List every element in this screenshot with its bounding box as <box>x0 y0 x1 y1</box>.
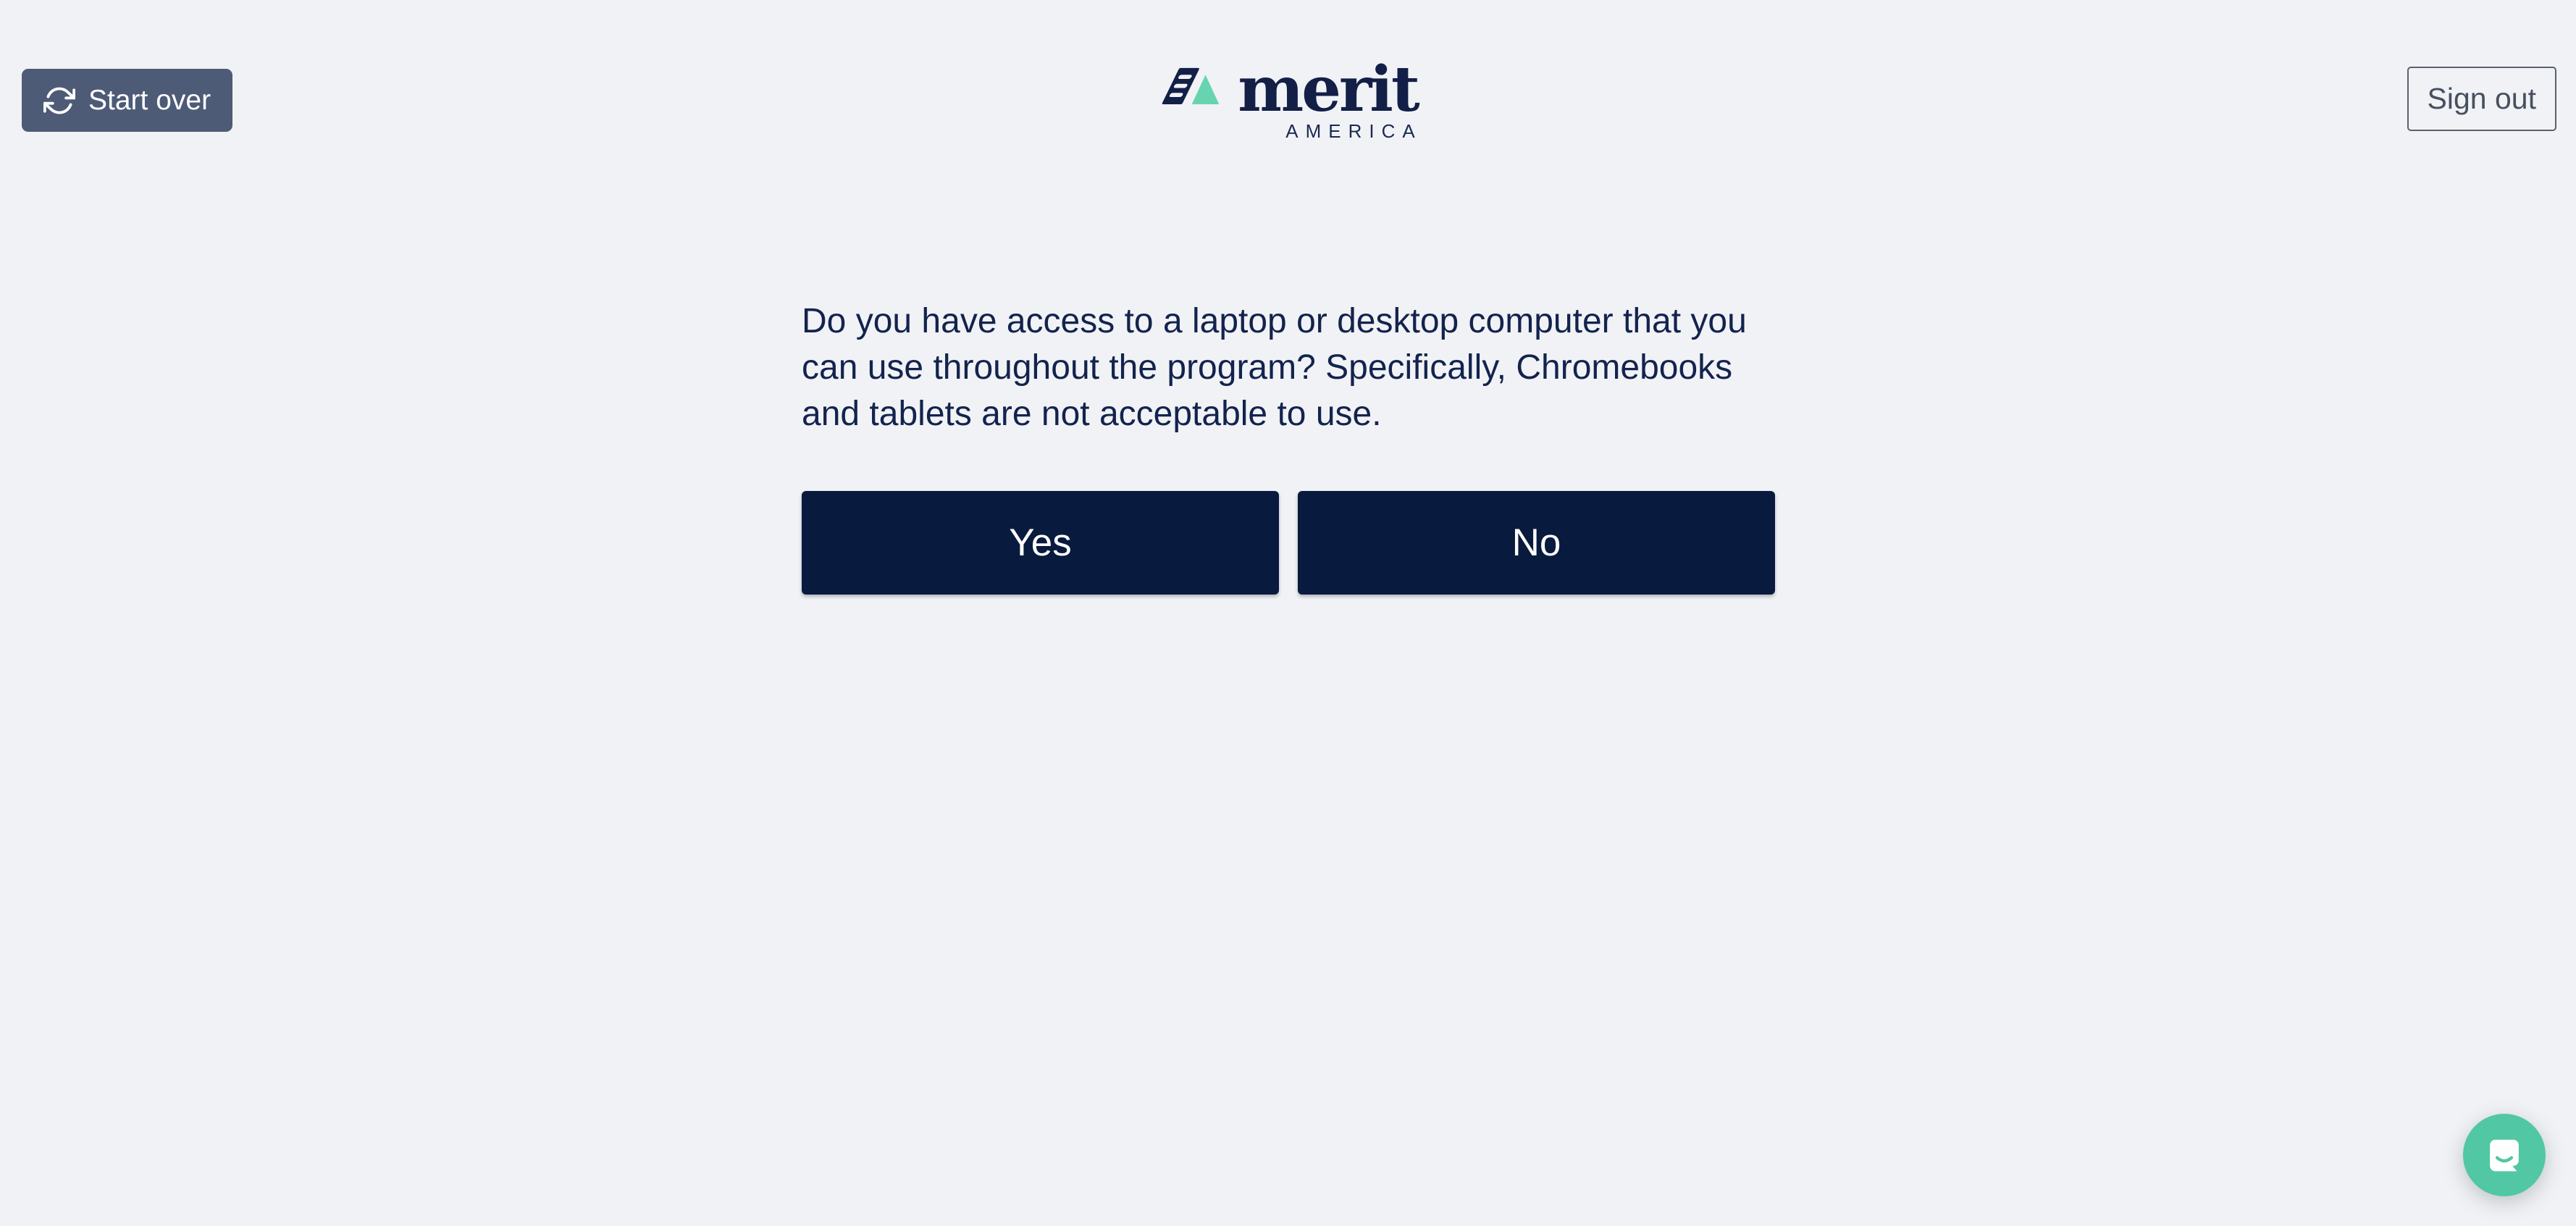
chat-launcher-button[interactable] <box>2463 1114 2546 1196</box>
yes-button[interactable]: Yes <box>802 491 1279 595</box>
answer-button-row <box>802 491 1775 595</box>
start-over-label: Start over <box>88 84 211 116</box>
sign-out-button[interactable]: Sign out <box>2407 67 2556 131</box>
question-line-3: and tablets are not acceptable to use. <box>802 395 1382 433</box>
merit-logo-icon <box>1158 64 1226 112</box>
merit-america-logo <box>1158 53 1422 143</box>
question-line-2: can use throughout the program? Specifically, Chromebooks <box>802 348 1733 387</box>
question-text <box>802 298 1816 437</box>
refresh-icon <box>43 85 75 117</box>
question-line-1: Do you have access to a laptop or desktop computer that you <box>802 302 1747 340</box>
no-button[interactable]: No <box>1298 491 1775 595</box>
logo-subtext: AMERICA <box>1285 120 1422 142</box>
chat-bubble-icon <box>2482 1133 2527 1177</box>
logo-wordmark: merit <box>1238 53 1418 127</box>
start-over-button[interactable] <box>22 69 232 132</box>
